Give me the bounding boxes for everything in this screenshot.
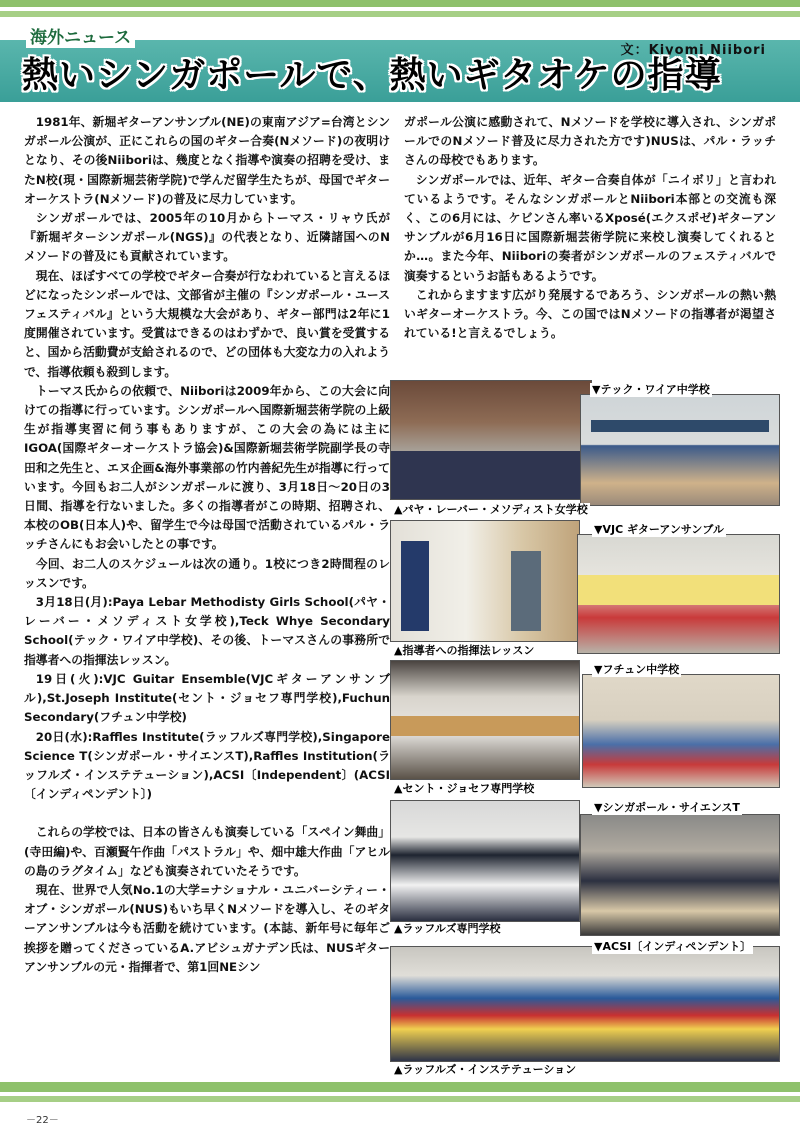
- photo-teck-whye: [580, 394, 780, 506]
- caption-raffles-institution: ▲ラッフルズ・インステテューション: [394, 1063, 577, 1076]
- paragraph: 現在、ほぼすべての学校でギター合奏が行なわれていると言えるほどになったシンポールでは、文部省が主催の『シンガポール・ユースフェスティバル』という大規模な大会があり、ギター部門は2年に1度開催されています。受賞はできるのはわずかで、良い賞を受賞すると、国から活動費が支給されるので、どの団体も大変な力の入れようで、指導依頼も殺到します。: [24, 268, 390, 379]
- photo-fuchun: [582, 674, 780, 788]
- photo-raffles: [390, 800, 580, 922]
- paragraph: 19日(火):VJC Guitar Ensemble(VJCギターアンサンブル),St.Joseph Institute(セント・ジョセフ専門学校),Fuchun Secondary(フチュン中学校): [24, 671, 390, 725]
- bottom-decorative-stripe-thin: [0, 1096, 800, 1102]
- photo-conductor-lesson: [390, 520, 580, 642]
- top-decorative-stripe: [0, 0, 800, 7]
- article-title: 熱いシンガポールで、熱いギタオケの指導: [22, 55, 722, 96]
- bottom-decorative-stripe: [0, 1082, 800, 1092]
- photo-st-joseph: [390, 660, 580, 780]
- caption-conductor-lesson: ▲指導者への指揮法レッスン: [394, 644, 535, 657]
- caption-raffles: ▲ラッフルズ専門学校: [394, 922, 501, 935]
- author-credit: 文：Kiyomi Niibori: [620, 43, 766, 58]
- caption-fuchun: ▼フチュン中学校: [594, 663, 680, 676]
- article-body-right-column: [404, 113, 776, 378]
- caption-science-t: ▼シンガポール・サイエンスT: [594, 801, 740, 814]
- caption-teck-whye: ▼テック・ワイア中学校: [592, 383, 710, 396]
- article-body-left-column: [24, 113, 390, 1078]
- photo-science-t: [580, 814, 780, 936]
- caption-acsi: ▼ACSI〔インディペンデント〕: [594, 940, 752, 953]
- paragraph: 20日(水):Raffles Institute(ラッフルズ専門学校),Singapore Science T(シンガポール・サイエンスT),Raffles Institution(ラッフルズ・インステテューション),ACSI〔Independent〕(ACSI〔インディペンデント〕): [24, 729, 390, 802]
- paragraph: これからますます広がり発展するであろう、シンガポールの熱い熱いギターオーケストラ。今、この国ではNメソードの指導者が渇望されている!と言えるでしょう。: [404, 287, 776, 341]
- caption-vjc: ▼VJC ギターアンサンブル: [594, 523, 724, 536]
- paragraph: 3月18日(月):Paya Lebar Methodisty Girls School(パヤ・レーバー・メソディスト女学校),Teck Whye Secondary School(テック・ワイア中学校)、その後、トーマスさんの事務所で指導者への指揮法レッスン。: [24, 595, 390, 667]
- page-number: －22－: [26, 1115, 59, 1126]
- paragraph: トーマス氏からの依頼で、Niiboriは2009年から、この大会に向けての指導に行っています。シンガポールへ国際新堀芸術学院の上級生が指導実習に伺う事もありますが、この大会の為には主にIGOA(国際ギターオーケストラ協会)&国際新堀芸術学院副学長の寺田和之先生と、エヌ企画&海外事業部の竹内善紀先生が指導に行っています。今回もお二人がシンガポールに渡り、3月18日〜20日の3日間、指導を行ないました。多くの指導者がこの時期、招聘され、本校のOB(日本人)や、留学生で今は母国で活動されているパル・ラッチさんにもお会いしたとの事です。: [24, 383, 390, 552]
- paragraph: 1981年、新堀ギターアンサンブル(NE)の東南アジア=台湾とシンガポール公演が、正にこれらの国のギター合奏(Nメソード)の夜明けとなり、その後Niiboriは、幾度となく指導や演奏の招聘を受け、またN校(現・国際新堀芸術学院)で学んだ留学生たちが、母国でギターオーケストラ(Nメソード)の普及に尽力しています。: [24, 115, 390, 206]
- caption-st-joseph: ▲セント・ジョセフ専門学校: [394, 782, 535, 795]
- category-label: 海外ニュース: [26, 28, 135, 48]
- caption-paya-lebar: ▲パヤ・レーバー・メソディスト女学校: [394, 503, 588, 516]
- paragraph: 今回、お二人のスケジュールは次の通り。1校につき2時間程のレッスンです。: [24, 556, 390, 590]
- photo-acsi: [390, 946, 780, 1062]
- paragraph: これらの学校では、日本の皆さんも演奏している「スペイン舞曲」(寺田編)や、百瀬賢午作曲「パストラル」や、畑中雄大作曲「アヒルの島のラグタイム」なども演奏されていたそうです。: [24, 825, 390, 878]
- paragraph: ガポール公演に感動されて、Nメソードを学校に導入され、シンガポールでのNメソード普及に尽力された方です)NUSは、パル・ラッチさんの母校でもあります。: [404, 115, 776, 168]
- paragraph: 現在、世界で人気No.1の大学=ナショナル・ユニバーシティー・オブ・シンガポール(NUS)もいち早くNメソードを導入し、そのギターアンサンブルは今も活動を続けています。(本誌、新年号に毎年ご挨拶を贈ってくださっているA.アビシュガナデン氏は、NUSギターアンサンブルの元・指揮者で、第1回NEシン: [24, 882, 390, 974]
- paragraph: シンガポールでは、近年、ギター合奏自体が「ニイボリ」と言われているようです。そんなシンガポールとNiibori本部との交流も深く、この6月には、ケビンさん率いるXposé(エクスポゼ)ギターアンサンブルが6月16日に国際新堀芸術学院に来校し演奏してくれるとか…。また今年、Niiboriの奏者がシンガポールのフェスティバルで演奏するというお話もあるようです。: [404, 172, 776, 283]
- top-decorative-stripe-thin: [0, 11, 800, 17]
- photo-paya-lebar: [390, 380, 592, 500]
- paragraph: シンガポールでは、2005年の10月からトーマス・リャウ氏が『新堀ギターシンガポール(NGS)』の代表となり、近隣諸国へのNメソードの普及にも貢献されています。: [24, 211, 390, 264]
- photo-vjc-ensemble: [577, 534, 780, 654]
